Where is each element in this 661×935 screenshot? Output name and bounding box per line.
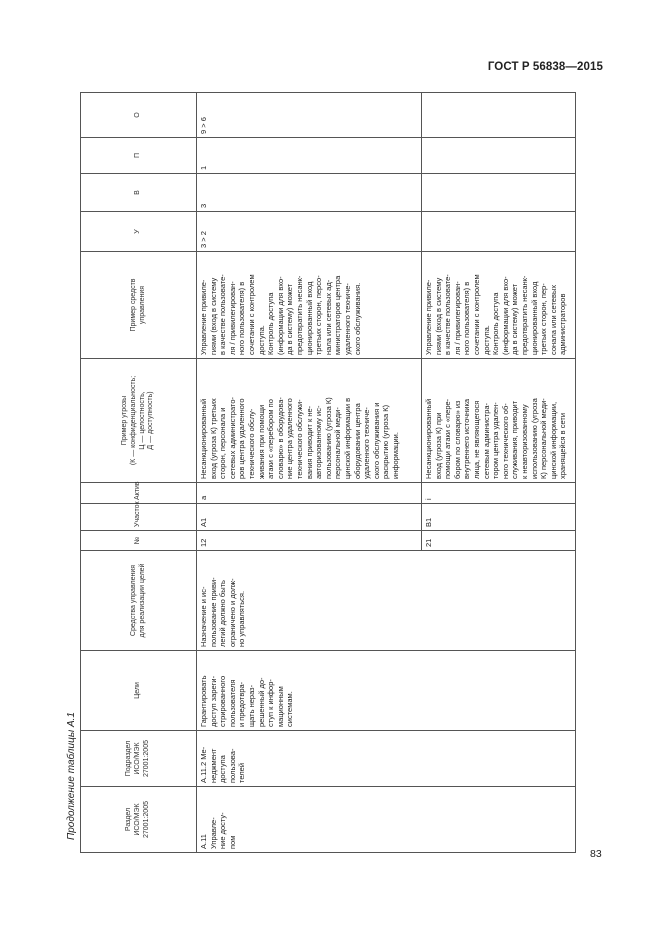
cell-v [422,174,576,212]
cell-asset: i [422,483,576,504]
cell-area: А1 [197,504,422,531]
header-asset: Актив [81,483,197,504]
cell-threat: Несанкционированный вход (угроза К) при помощи атаки с «пере- бором по словарю» из внутреннего источника лица, не являющегося сетевым администра- тором центра удален- ного технического об- служивания, приводит к неавторизованному использованию (угроза К) персональной меди- цинской информации, хранящейся в сети [422,359,576,483]
cell-threat: Несанкционированный вход (угроза К) третьих сторон, персонала и сетевых администрато- ров центра удаленного технического обслу- живания при помощи атаки с «перебором по словарю» в оборудова- ние центра удаленного технического обслужи- вания приводит к не- авторизованному ис- пользованию (угроза К) персональной меди- цинской информации в оборудовании центра удаленного техниче- ского обслуживания и раскрытию (угроза К) информации. [197,359,422,483]
header-number: № [81,531,197,551]
cell-example: Управление привиле- гиями (вход в систему в качестве пользовате- ля / привилегирован- ного пользователя) в сочетании с контролем доступа. Контроль доступа (информации для вхо- да в систему) может предотвратить несанк- ционированный вход третьих сторон, персо- нала или сетевых ад- министраторов центра удаленного техниче- ского обслуживания. [197,252,422,359]
table-row [197,93,422,853]
cell-section: А.11 Управле- ние досту- пом [197,787,576,853]
cell-p: 1 [197,138,422,174]
cell-subsection: А.11.2 Ме- неджмент доступа пользова- телей [197,731,576,787]
header-v: В [81,174,197,212]
header-controls: Средства управления для реализации целей [81,551,197,651]
header-p: П [81,138,197,174]
cell-controls: Назначение и ис- пользование приви- легий должно быть ограничено и долж- но управляться. [197,551,576,651]
standard-header: ГОСТ Р 56838—2015 [487,61,603,73]
header-example: Пример средств управления [81,252,197,359]
cell-v: 3 [197,174,422,212]
threat-table [80,92,576,853]
table-caption: Продолжение таблицы А.1 [66,712,77,840]
header-subsection: Подраздел ИСО/МЭК 27001:2005 [81,731,197,787]
header-area: Участок [81,504,197,531]
header-goals: Цели [81,651,197,731]
cell-o [422,93,576,138]
page-number: 83 [590,848,602,860]
header-u: У [81,212,197,252]
table-header-row [81,93,197,853]
cell-area: В1 [422,504,576,531]
cell-asset: а [197,483,422,504]
header-o: О [81,93,197,138]
rotated-table-container [80,93,576,853]
cell-u: 3 > 2 [197,212,422,252]
cell-p [422,138,576,174]
header-threat: Пример угрозы (К — конфиденциальность; Ц — целостность, Д — доступность) [81,359,197,483]
cell-goals: Гарантировать доступ зареги- стрированного пользователя и предотвра- щать нераз- решенный до- ступ к инфор- мационным системам. [197,651,576,731]
cell-example: Управление привиле- гиями (вход в систему в качестве пользовате- ля / привилегирован- ного пользователя) в сочетании с контролем доступа. Контроль доступа (информации для вхо- да в систему) может предотвратить несанк- ционированный вход третьих сторон, пер- сонала или сетевых администраторов [422,252,576,359]
header-section: Раздел ИСО/МЭК 27001:2005 [81,787,197,853]
cell-o: 9 > 6 [197,93,422,138]
cell-number: 12 [197,531,422,551]
cell-u [422,212,576,252]
cell-number: 21 [422,531,576,551]
